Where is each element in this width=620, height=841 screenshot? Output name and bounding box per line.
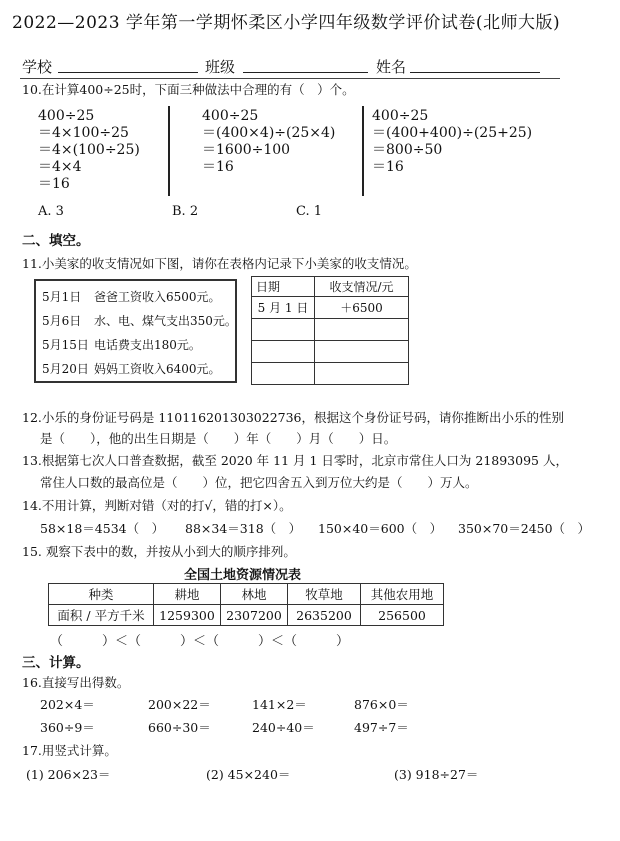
- header-other: 其他农用地: [361, 584, 444, 605]
- oral-calc-item[interactable]: 876×0＝: [354, 697, 409, 712]
- note-date: 5月20日: [42, 362, 89, 376]
- calc-line: ＝4×100÷25: [38, 125, 129, 141]
- oral-calc-item[interactable]: 240÷40＝: [252, 720, 315, 735]
- area-value: 2307200: [221, 605, 288, 626]
- table-row: [49, 605, 444, 626]
- column-calc-item[interactable]: (1) 206×23＝: [26, 767, 111, 782]
- oral-calc-item[interactable]: 660÷30＝: [148, 720, 211, 735]
- judge-item[interactable]: 150×40＝600（ ）: [318, 521, 443, 536]
- column-calc-item[interactable]: (2) 45×240＝: [206, 767, 291, 782]
- land-table-title: 全国土地资源情况表: [184, 568, 302, 583]
- q17-stem: 17.用竖式计算。: [22, 743, 117, 758]
- note-text: 水、电、煤气支出350元。: [94, 314, 237, 328]
- calc-line: ＝16: [202, 159, 234, 175]
- class-field[interactable]: [243, 72, 368, 73]
- oral-calc-item[interactable]: 202×4＝: [40, 697, 95, 712]
- calc-line: ＝16: [372, 159, 404, 175]
- cell-date[interactable]: [252, 319, 315, 341]
- table-header-row: [49, 584, 444, 605]
- oral-calc-item[interactable]: 141×2＝: [252, 697, 307, 712]
- cell-date[interactable]: [252, 363, 315, 385]
- q10-stem: 10.在计算400÷25时，下面三种做法中合理的有（ ）个。: [22, 82, 355, 97]
- header-category: 种类: [49, 584, 154, 605]
- header-farmland: 耕地: [154, 584, 221, 605]
- note-text: 爸爸工资收入6500元。: [94, 290, 221, 304]
- order-answer-line[interactable]: （ ）＜（ ）＜（ ）＜（ ）: [50, 634, 350, 649]
- cell-amount[interactable]: [315, 319, 409, 341]
- cell-amount[interactable]: [315, 341, 409, 363]
- q11-stem: 11.小美家的收支情况如下图，请你在表格内记录下小美家的收支情况。: [22, 256, 417, 271]
- calc-line: 400÷25: [372, 108, 429, 124]
- calc-line: ＝(400×4)÷(25×4): [202, 125, 336, 141]
- note-text: 妈妈工资收入6400元。: [94, 362, 221, 376]
- cell-date[interactable]: [252, 341, 315, 363]
- cell-date: 5 月 1 日: [252, 297, 315, 319]
- cell-amount: ＋6500: [315, 297, 409, 319]
- table-row: [252, 319, 409, 341]
- table-row: [252, 297, 409, 319]
- row-label: 面积 / 平方千米: [49, 605, 154, 626]
- q12-line2: 是（ ），他的出生日期是（ ）年（ ）月（ ）日。: [40, 431, 397, 446]
- header-amount: 收支情况/元: [315, 277, 409, 297]
- q14-stem: 14.不用计算，判断对错（对的打√，错的打×）。: [22, 498, 292, 513]
- note-item: [42, 332, 201, 358]
- land-resource-table: [48, 583, 444, 626]
- calc-line: ＝1600÷100: [202, 142, 291, 158]
- header-divider: [20, 78, 560, 79]
- calc-line: ＝4×4: [38, 159, 82, 175]
- page-title: 2022—2023 学年第一学期怀柔区小学四年级数学评价试卷(北师大版): [12, 13, 561, 33]
- note-item: [42, 356, 221, 382]
- note-date: 5月15日: [42, 338, 89, 352]
- q10-method-a: [38, 108, 140, 193]
- q15-stem: 15. 观察下表中的数，并按从小到大的顺序排列。: [22, 544, 296, 559]
- oral-calc-item[interactable]: 200×22＝: [148, 697, 211, 712]
- q12-line1: 12.小乐的身份证号码是 110116201303022736，根据这个身份证号码，请你推断出小乐的性别: [22, 410, 565, 425]
- q10-option-b[interactable]: B. 2: [172, 204, 199, 219]
- area-value: 256500: [361, 605, 444, 626]
- name-field[interactable]: [410, 72, 540, 73]
- school-label: 学校: [22, 58, 53, 76]
- calc-line: ＝16: [38, 176, 70, 192]
- class-label: 班级: [205, 58, 236, 76]
- school-field[interactable]: [58, 72, 198, 73]
- q10-method-c: [372, 108, 532, 176]
- income-record-table: [251, 276, 409, 385]
- table-row: [252, 363, 409, 385]
- section-calculation: 三、计算。: [22, 655, 90, 671]
- header-forest: 林地: [221, 584, 288, 605]
- q16-stem: 16.直接写出得数。: [22, 675, 130, 690]
- method-divider: [168, 106, 170, 196]
- judge-item[interactable]: 88×34＝318（ ）: [185, 521, 302, 536]
- note-item: [42, 284, 221, 310]
- area-value: 1259300: [154, 605, 221, 626]
- calc-line: ＝800÷50: [372, 142, 443, 158]
- column-calc-item[interactable]: (3) 918÷27＝: [394, 767, 479, 782]
- note-text: 电话费支出180元。: [94, 338, 201, 352]
- name-label: 姓名: [376, 58, 407, 76]
- q10-option-a[interactable]: A. 3: [38, 204, 64, 219]
- calc-line: 400÷25: [202, 108, 259, 124]
- note-date: 5月6日: [42, 314, 82, 328]
- q10-option-c[interactable]: C. 1: [296, 204, 323, 219]
- note-date: 5月1日: [42, 290, 82, 304]
- oral-calc-item[interactable]: 360÷9＝: [40, 720, 95, 735]
- cell-amount[interactable]: [315, 363, 409, 385]
- calc-line: ＝4×(100÷25): [38, 142, 140, 158]
- header-pasture: 牧草地: [288, 584, 361, 605]
- calc-line: 400÷25: [38, 108, 95, 124]
- judge-item[interactable]: 58×18＝4534（ ）: [40, 521, 165, 536]
- calc-line: ＝(400+400)÷(25+25): [372, 125, 533, 141]
- judge-item[interactable]: 350×70＝2450（ ）: [458, 521, 591, 536]
- oral-calc-item[interactable]: 497÷7＝: [354, 720, 409, 735]
- table-header-row: [252, 277, 409, 297]
- q13-line2: 常住人口数的最高位是（ ）位，把它四舍五入到万位大约是（ ）万人。: [40, 475, 478, 490]
- note-item: [42, 308, 237, 334]
- area-value: 2635200: [288, 605, 361, 626]
- table-row: [252, 341, 409, 363]
- q13-line1: 13.根据第七次人口普查数据，截至 2020 年 11 月 1 日零时，北京市常住人口为 21893095 人，: [22, 453, 568, 468]
- section-fill-blank: 二、填空。: [22, 233, 90, 249]
- header-date: 日期: [252, 277, 315, 297]
- method-divider: [362, 106, 364, 196]
- q10-method-b: [202, 108, 335, 176]
